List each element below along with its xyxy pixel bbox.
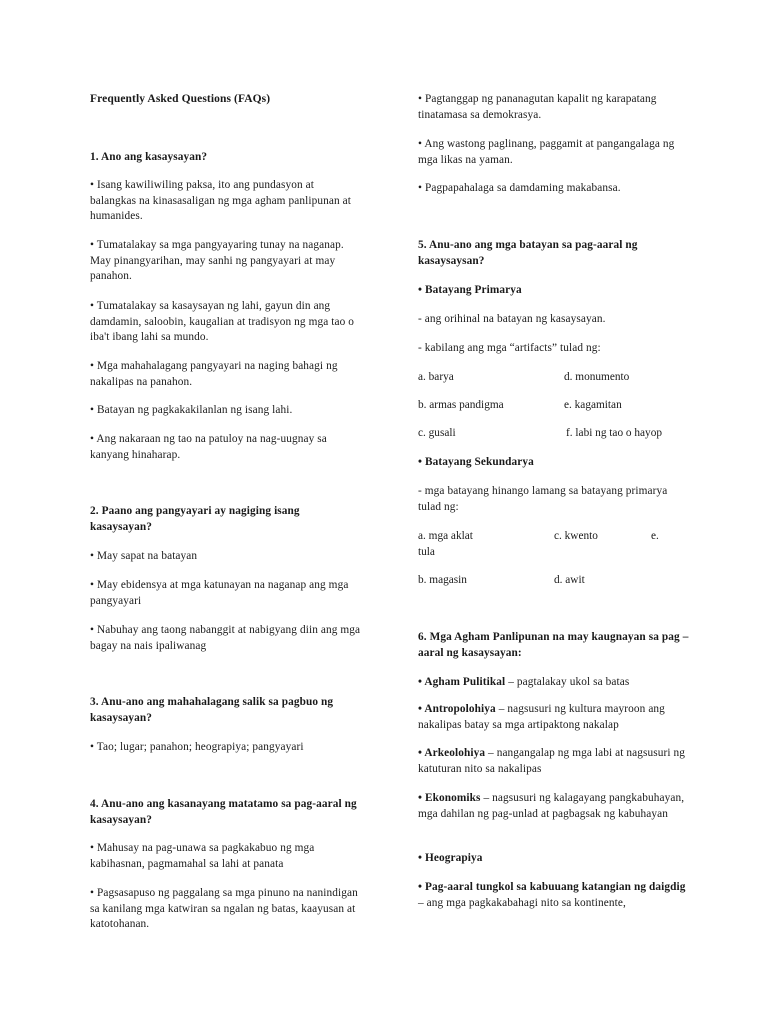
q3-heading: 3. Anu-ano ang mahahalagang salik sa pagbuo ng kasaysayan? [90, 696, 334, 724]
q6-item [418, 791, 690, 822]
q4-item: • Pagsasapuso ng paggalang sa mga pinuno na nanindigan sa kanilang mga katwiran sa ngalan ng batas, kaayusan at katotohanan. [90, 887, 358, 931]
primary-item: d. monumento [564, 371, 630, 383]
secondary-item: d. awit [554, 574, 585, 586]
q6-item [418, 851, 690, 867]
q6-term: • Arkeolohiya [418, 747, 486, 759]
primary-item: a. barya [418, 371, 454, 383]
q4-item: • Mahusay na pag-unawa sa pagkakabuo ng mga kabihasnan, pagmamahal sa lahi at panata [90, 842, 315, 870]
q6-term: • Antropolohiya [418, 703, 496, 715]
primary-item: c. gusali [418, 427, 456, 439]
q1-item: • Isang kawiliwiling paksa, ito ang pundasyon at balangkas na kinasasaligan ng mga agham panlipunan at humanides. [90, 179, 351, 223]
document-title: Frequently Asked Questions (FAQs) [90, 93, 271, 105]
q2-item: • Nabuhay ang taong nabanggit at nabigyang diin ang mga bagay na nais ipaliwanag [90, 624, 361, 652]
secondary-item: a. mga aklat [418, 530, 473, 542]
q1-item: • Batayan ng pagkakakilanlan ng isang lahi. [90, 404, 293, 416]
secondary-item: e. [651, 530, 659, 542]
q1-item: • Mga mahahalagang pangyayari na naging bahagi ng nakalipas na panahon. [90, 360, 338, 388]
secondary-item: tula [418, 546, 435, 558]
q2-item: • May sapat na batayan [90, 550, 198, 562]
q6-heading: 6. Mga Agham Panlipunan na may kaugnayan sa pag –aaral ng kasaysayan: [418, 631, 689, 659]
q6-item [418, 675, 690, 691]
secondary-item: b. magasin [418, 574, 467, 586]
primary-note: - kabilang ang mga “artifacts” tulad ng: [418, 342, 601, 354]
secondary-title: • Batayang Sekundarya [418, 456, 534, 468]
primary-item: b. armas pandigma [418, 399, 504, 411]
q6-desc: – nagsusuri ng kalagayang pangkabuhayan, mga dahilan ng pag-unlad at pagbagsak ng kabuhayan [418, 792, 685, 820]
q6-term: • Pag-aaral tungkol sa kabuuang katangian ng daigdig [418, 881, 686, 893]
q4-item: • Ang wastong paglinang, paggamit at pangangalaga ng mga likas na yaman. [418, 138, 675, 166]
q6-desc: – ang mga pagkakabahagi nito sa kontinente, [418, 896, 626, 909]
secondary-desc: - mga batayang hinango lamang sa batayang primarya tulad ng: [418, 485, 668, 513]
q6-desc: – pagtalakay ukol sa batas [505, 676, 630, 688]
q1-item: • Tumatalakay sa kasaysayan ng lahi, gayun din ang damdamin, saloobin, kaugalian at tradisyon ng mga tao o iba't ibang lahi sa mundo. [90, 300, 355, 344]
primary-desc: - ang orihinal na batayan ng kasaysayan. [418, 313, 606, 325]
q5-heading: 5. Anu-ano ang mga batayan sa pag-aaral ng kasaysaysan? [418, 239, 638, 267]
q6-term: • Heograpiya [418, 852, 483, 864]
primary-item: f. labi ng tao o hayop [566, 427, 663, 439]
secondary-item: c. kwento [554, 530, 598, 542]
q6-term: • Agham Pulitikal [418, 676, 506, 688]
primary-title: • Batayang Primarya [418, 284, 522, 296]
q6-desc: – nagsusuri ng kultura mayroon ang nakalipas batay sa mga artipaktong nakalap [418, 703, 665, 731]
q6-term: • Ekonomiks [418, 792, 481, 804]
q4-item: • Pagtanggap ng pananagutan kapalit ng karapatang tinatamasa sa demokrasya. [418, 93, 657, 121]
q2-item: • May ebidensya at mga katunayan na naganap ang mga pangyayari [90, 579, 349, 607]
primary-item: e. kagamitan [564, 399, 622, 411]
q3-item: • Tao; lugar; panahon; heograpiya; pangyayari [90, 741, 304, 753]
q1-heading: 1. Ano ang kasaysayan? [90, 151, 208, 163]
q6-item [418, 746, 690, 777]
q4-item: • Pagpapahalaga sa damdaming makabansa. [418, 182, 621, 194]
q1-item: • Ang nakaraan ng tao na patuloy na nag-uugnay sa kanyang hinaharap. [90, 433, 327, 461]
q1-item: • Tumatalakay sa mga pangyayaring tunay na naganap. May pinangyarihan, may sanhi ng pangyayari at may panahon. [90, 239, 344, 283]
q6-desc: – nangangalap ng mga labi at nagsusuri ng katuturan nito sa nakalipas [418, 747, 686, 775]
q6-item [418, 880, 690, 911]
q4-heading: 4. Anu-ano ang kasanayang matatamo sa pag-aaral ng kasaysayan? [90, 798, 357, 826]
q6-item [418, 702, 690, 733]
q2-heading: 2. Paano ang pangyayari ay nagiging isang kasaysayan? [90, 505, 300, 533]
